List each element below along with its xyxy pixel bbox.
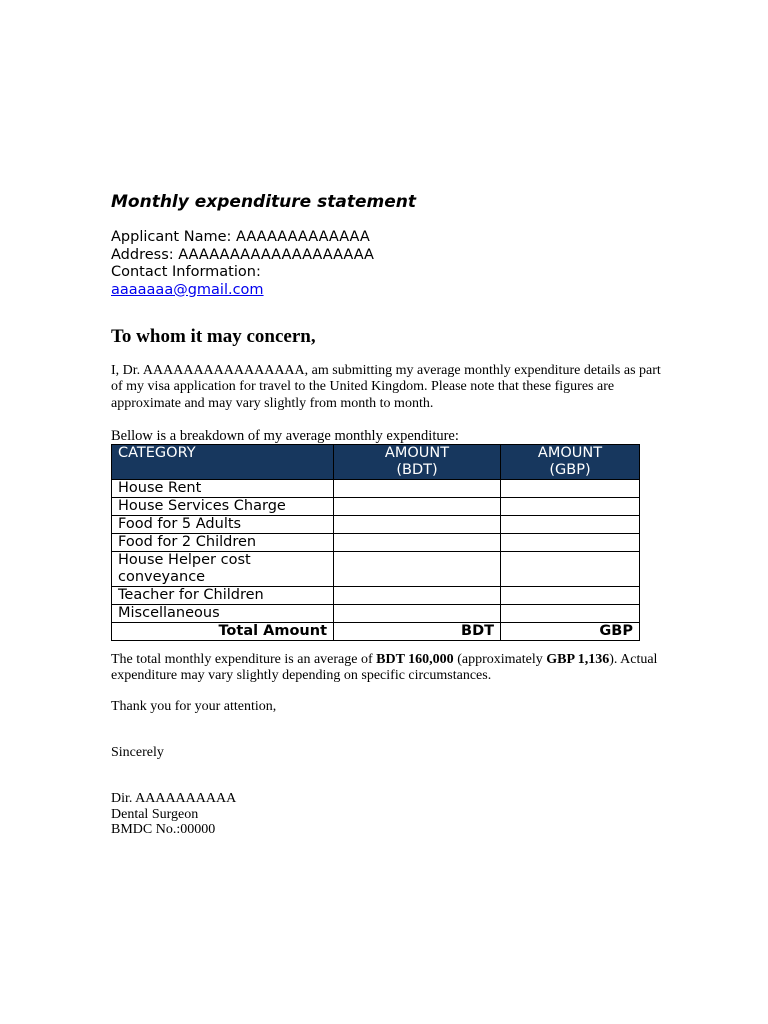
row-category: Food for 5 Adults — [112, 516, 334, 534]
row-bdt — [334, 605, 501, 623]
signatory-name: Dir. AAAAAAAAAA — [111, 791, 237, 806]
total-row — [112, 623, 640, 641]
table-row — [112, 587, 640, 605]
total-gbp: GBP — [501, 623, 640, 641]
table-header-row — [112, 445, 640, 480]
table-row — [112, 605, 640, 623]
bmdc-number: BMDC No.:00000 — [111, 822, 216, 837]
header-category: CATEGORY — [112, 445, 334, 480]
applicant-address: Address: AAAAAAAAAAAAAAAAAAA — [111, 246, 374, 263]
row-gbp — [501, 605, 640, 623]
breakdown-intro: Bellow is a breakdown of my average monthly expenditure: — [111, 428, 459, 444]
document-title: Monthly expenditure statement — [111, 192, 416, 212]
row-category: House Services Charge — [112, 498, 334, 516]
row-gbp — [501, 480, 640, 498]
row-category: Food for 2 Children — [112, 534, 334, 552]
bdt-total: BDT 160,000 — [376, 652, 454, 667]
table-row — [112, 480, 640, 498]
row-gbp — [501, 534, 640, 552]
email-link[interactable]: aaaaaaa@gmail.com — [111, 281, 264, 298]
row-category: House Helper cost conveyance — [112, 552, 334, 587]
table-row — [112, 552, 640, 587]
row-category: Teacher for Children — [112, 587, 334, 605]
header-amount-gbp: AMOUNT (GBP) — [501, 445, 640, 480]
row-bdt — [334, 587, 501, 605]
row-gbp — [501, 552, 640, 587]
signatory-title: Dental Surgeon — [111, 806, 199, 822]
applicant-name: Applicant Name: AAAAAAAAAAAAA — [111, 229, 370, 245]
row-category: Miscellaneous — [112, 605, 334, 623]
header-amount-bdt: AMOUNT (BDT) — [334, 445, 501, 480]
gbp-total: GBP 1,136 — [546, 652, 610, 667]
table-row — [112, 516, 640, 534]
row-bdt — [334, 516, 501, 534]
signature-block — [111, 791, 236, 838]
total-label: Total Amount — [112, 623, 334, 641]
expenditure-table — [111, 444, 640, 641]
summary-paragraph: The total monthly expenditure is an average of BDT 160,000 (approximately GBP 1,136). Actual expenditure may vary slightly depending on specific circumstances. — [111, 652, 658, 684]
table-row — [112, 498, 640, 516]
row-gbp — [501, 587, 640, 605]
row-bdt — [334, 480, 501, 498]
applicant-info — [111, 229, 374, 299]
row-category: House Rent — [112, 480, 334, 498]
row-bdt — [334, 534, 501, 552]
table-row — [112, 534, 640, 552]
contact-label: Contact Information: — [111, 264, 261, 280]
intro-paragraph: I, Dr. AAAAAAAAAAAAAAAA, am submitting my average monthly expenditure details as part of my visa application for travel to the United Kingdom. Please note that these figures are approximate and may vary slightly from month to month. — [111, 363, 661, 411]
row-bdt — [334, 498, 501, 516]
row-gbp — [501, 516, 640, 534]
salutation: To whom it may concern, — [111, 326, 316, 347]
thanks-line: Thank you for your attention, — [111, 699, 277, 714]
closing: Sincerely — [111, 745, 164, 760]
row-bdt — [334, 552, 501, 587]
total-bdt: BDT — [334, 623, 501, 641]
row-gbp — [501, 498, 640, 516]
